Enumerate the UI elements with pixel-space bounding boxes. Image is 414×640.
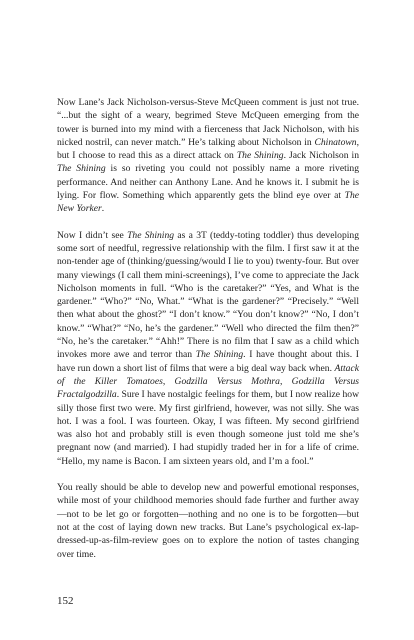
paragraph-2 [57, 229, 359, 468]
text-run: , [279, 375, 292, 387]
text-run: , but I choose to read this as a direct attack on [57, 136, 359, 162]
text-run: . Jack Nicholson in [283, 150, 359, 162]
italic-title: The Shining [57, 163, 106, 175]
italic-title: The Shining [195, 349, 244, 361]
text-run: Now I didn’t see [57, 229, 128, 241]
italic-title: Attack of the Killer Tomatoes [57, 362, 359, 387]
text-run: is so riveting you could not possibly name a more riveting performance. And neither can Anthony Lane. And he knows it. I submit he is lying. For flow. Something which apparently gets the blind eye over at [57, 163, 359, 202]
italic-title: The Shining [127, 229, 175, 241]
page-number: 152 [57, 595, 74, 607]
text-run: Now Lane’s Jack Nicholson-versus-Steve McQueen comment is just not true. “...but the sight of a weary, begrimed Steve McQueen emerging from the tower is burned into my mind with a fierceness that Jack Nicholson, with his nicked nostril, can never match.” He’s talking about Nicholson in [57, 97, 359, 148]
italic-title: Chinatown [314, 136, 357, 148]
italic-title: The Shining [236, 150, 284, 162]
paragraph-3 [57, 481, 359, 561]
text-run: . I have thought about this. I have run down a short list of films that were a big deal way back when. [57, 349, 359, 374]
page-body [57, 96, 359, 574]
text-run: as a 3T (teddy-toting toddler) thus developing some sort of needful, regressive relationship with the film. I first saw it at the non-tender age of (thinking/guessing/would I lie to you) twenty-four. But over many viewings (I call them mini-screenings), I’ve come to appreciate the Jack Nicholson moments in full. “Who is the caretaker?” “Yes, and What is the gardener.” “Who?” “No, What.” “What is the gardener?” “Precisely.” “Well then what about the ghost?” “I don’t know.” “You don’t know?” “No, I don’t know.” “What?” “No, he’s the gardener.” “Well who directed the film then?” “No, he’s the caretaker.” “Ahh!” There is no film that I saw as a child which invokes more awe and terror than [57, 229, 360, 361]
text-run: , [162, 375, 175, 387]
text-run: . Sure I have nostalgic feelings for them, but I now realize how silly those first two were. My first girlfriend, however, was not silly. She was hot. I was a fool. I was fourteen. Okay, I was fifteen. My second girlfriend was also hot and probably still is even though someone just told me she’s pregnant now (and married). I had stupidly traded her in for a life of crime. “Hello, my name is Bacon. I am sixteen years old, and I’m a fool.” [57, 389, 359, 467]
text-run: . [101, 203, 105, 215]
paragraph-1 [57, 96, 359, 216]
italic-title: Godzilla Versus Fractalgodzilla [57, 375, 360, 401]
italic-title: The New Yorker [57, 190, 359, 215]
italic-title: Godzilla Versus Mothra [174, 375, 280, 387]
text-run: You really should be able to develop new and powerful emotional responses, while most of your childhood memories should fade further and further away—not to be let go or forgotten—nothing and no one is to be forgotten—but not at the cost of laying down new tracks. But Lane’s psychological ex-lap-dressed-up-as-film-review goes on to explore the notion of tastes changing over time. [57, 482, 359, 560]
